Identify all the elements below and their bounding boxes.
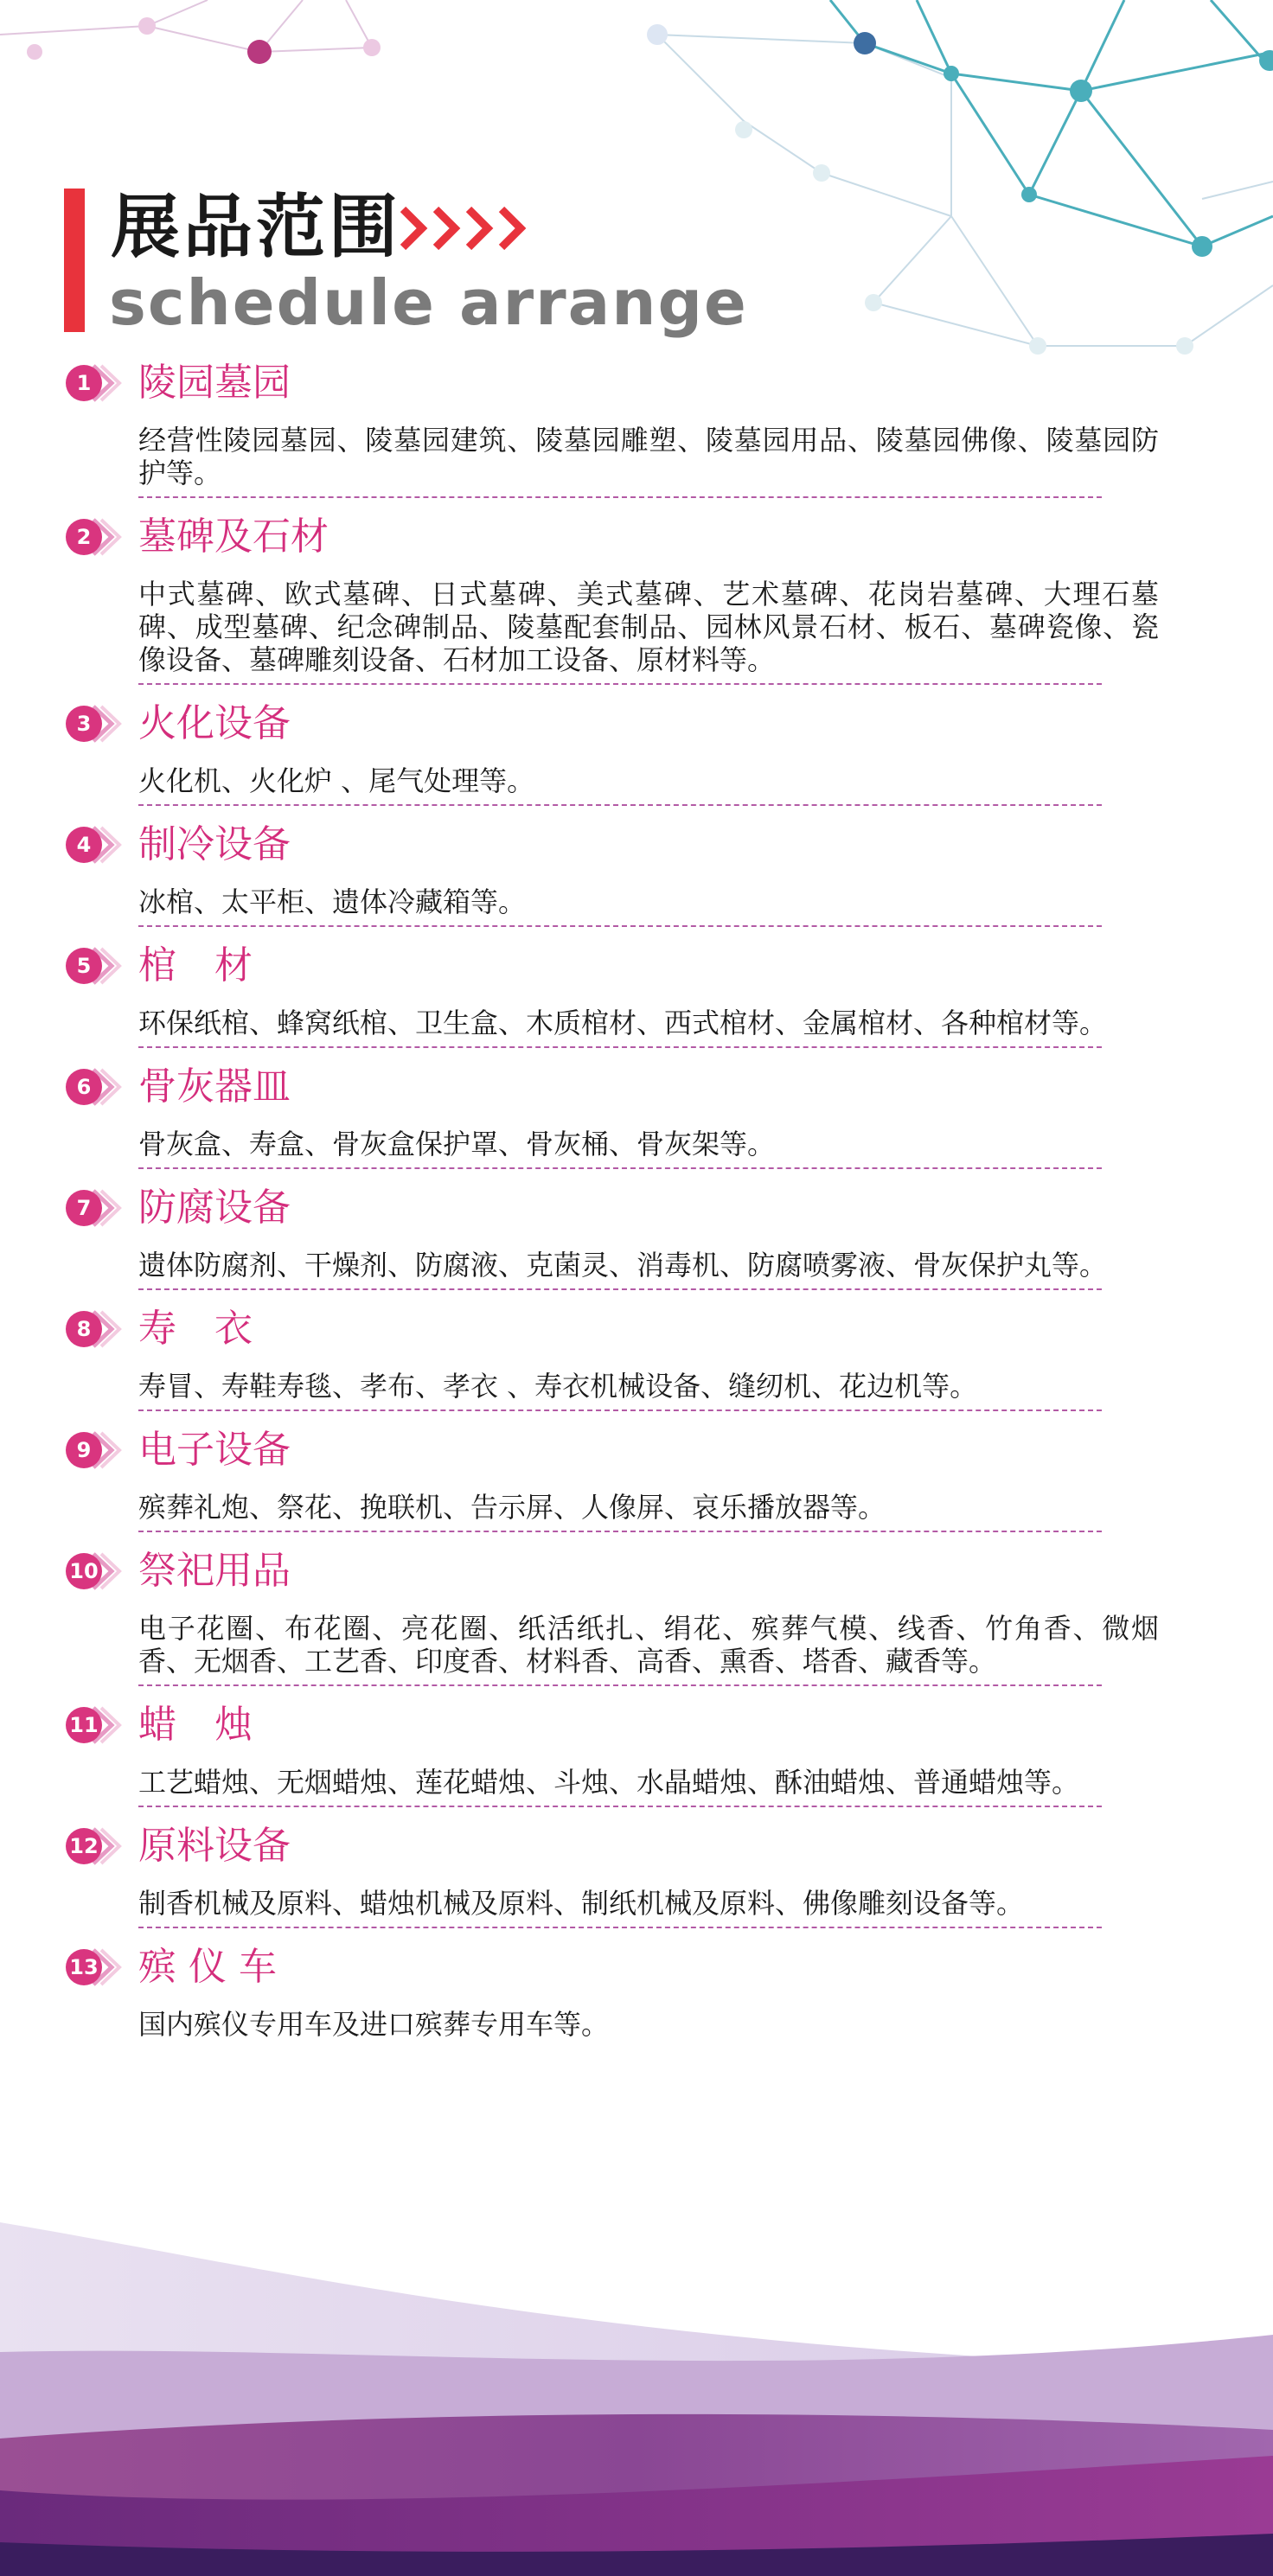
number-badge-icon (64, 1067, 123, 1107)
number-badge-icon (64, 1826, 123, 1866)
item-title: 殡 仪 车 (138, 1945, 277, 1989)
exhibit-category-list (64, 355, 1159, 2048)
item-title: 电子设备 (138, 1428, 291, 1472)
list-item (64, 1179, 1108, 1288)
item-title: 骨灰器皿 (138, 1064, 291, 1109)
number-badge-icon (64, 517, 123, 557)
number-badge-icon (64, 363, 123, 403)
dashed-divider (138, 1684, 1102, 1686)
list-item (64, 1543, 1159, 1684)
item-title: 原料设备 (138, 1824, 291, 1868)
list-item (64, 1697, 1102, 1806)
list-item (64, 695, 1102, 804)
item-description: 冰棺、太平柜、遗体冷藏箱等。 (138, 885, 527, 918)
item-title: 寿 衣 (138, 1307, 253, 1351)
item-description: 国内殡仪专用车及进口殡葬专用车等。 (138, 2008, 610, 2041)
page-title: 展品范围 (111, 187, 401, 267)
item-title: 祭祀用品 (138, 1549, 291, 1593)
item-number: 6 (76, 1075, 92, 1099)
number-badge-icon (64, 1188, 123, 1228)
chevron-right-icon (400, 204, 528, 252)
dashed-divider (138, 1288, 1102, 1290)
item-description: 火化机、火化炉 、尾气处理等。 (138, 764, 535, 797)
bottom-wave-decoration (0, 2196, 1273, 2576)
item-description: 电子花圈、布花圈、亮花圈、纸活纸扎、绢花、殡葬气模、线香、竹角香、微烟香、无烟香、工艺香、印度香、材料香、高香、熏香、塔香、藏香等。 (138, 1612, 1159, 1678)
item-number: 12 (69, 1834, 99, 1858)
item-number: 3 (76, 712, 92, 736)
list-item (64, 1301, 1102, 1409)
list-item (64, 816, 1102, 925)
list-item (64, 1422, 1102, 1531)
item-title: 棺 材 (138, 943, 253, 988)
item-number: 2 (76, 525, 92, 549)
item-title: 陵园墓园 (138, 361, 291, 405)
number-badge-icon (64, 1430, 123, 1470)
item-description: 殡葬礼炮、祭花、挽联机、告示屏、人像屏、哀乐播放器等。 (138, 1491, 886, 1524)
number-badge-icon (64, 946, 123, 986)
number-badge-icon (64, 1947, 123, 1987)
item-number: 7 (76, 1196, 92, 1220)
dashed-divider (138, 683, 1102, 685)
number-badge-icon (64, 1551, 123, 1591)
number-badge-icon (64, 1705, 123, 1745)
item-title: 蜡 烛 (138, 1703, 253, 1747)
dashed-divider (138, 1531, 1102, 1532)
dashed-divider (138, 496, 1102, 498)
page-subtitle: schedule arrange (109, 266, 748, 339)
dashed-divider (138, 1046, 1102, 1048)
number-badge-icon (64, 825, 123, 865)
item-description: 工艺蜡烛、无烟蜡烛、莲花蜡烛、斗烛、水晶蜡烛、酥油蜡烛、普通蜡烛等。 (138, 1766, 1080, 1799)
item-description: 经营性陵园墓园、陵墓园建筑、陵墓园雕塑、陵墓园用品、陵墓园佛像、陵墓园防护等。 (138, 424, 1159, 489)
number-badge-icon (64, 1309, 123, 1349)
dashed-divider (138, 1409, 1102, 1411)
item-description: 中式墓碑、欧式墓碑、日式墓碑、美式墓碑、艺术墓碑、花岗岩墓碑、大理石墓碑、成型墓碑、纪念碑制品、陵墓配套制品、园林风景石材、板石、墓碑瓷像、瓷像设备、墓碑雕刻设备、石材加工设备、原材料等。 (138, 578, 1159, 676)
dashed-divider (138, 1167, 1102, 1169)
list-item (64, 355, 1159, 496)
item-number: 9 (76, 1438, 92, 1462)
item-number: 11 (69, 1713, 99, 1737)
item-number: 10 (69, 1559, 99, 1583)
list-item (64, 1939, 1102, 2048)
item-description: 骨灰盒、寿盒、骨灰盒保护罩、骨灰桶、骨灰架等。 (138, 1128, 776, 1160)
dashed-divider (138, 1927, 1102, 1928)
item-description: 遗体防腐剂、干燥剂、防腐液、克菌灵、消毒机、防腐喷雾液、骨灰保护丸等。 (138, 1249, 1108, 1282)
section-header (64, 187, 842, 339)
item-number: 1 (76, 371, 92, 395)
item-description: 制香机械及原料、蜡烛机械及原料、制纸机械及原料、佛像雕刻设备等。 (138, 1887, 1025, 1920)
number-badge-icon (64, 704, 123, 744)
dashed-divider (138, 804, 1102, 806)
list-item (64, 937, 1108, 1046)
header-accent-bar (64, 189, 85, 332)
list-item (64, 1058, 1102, 1167)
item-title: 防腐设备 (138, 1186, 291, 1230)
item-title: 墓碑及石材 (138, 515, 329, 559)
list-item (64, 1818, 1102, 1927)
item-number: 5 (76, 954, 92, 978)
item-number: 13 (69, 1955, 99, 1979)
item-number: 4 (76, 833, 92, 857)
item-number: 8 (76, 1317, 92, 1341)
dashed-divider (138, 925, 1102, 927)
item-description: 寿冒、寿鞋寿毯、孝布、孝衣 、寿衣机械设备、缝纫机、花边机等。 (138, 1370, 978, 1403)
dashed-divider (138, 1806, 1102, 1807)
list-item (64, 508, 1159, 683)
item-title: 火化设备 (138, 701, 291, 745)
item-title: 制冷设备 (138, 822, 291, 866)
item-description: 环保纸棺、蜂窝纸棺、卫生盒、木质棺材、西式棺材、金属棺材、各种棺材等。 (138, 1007, 1108, 1039)
